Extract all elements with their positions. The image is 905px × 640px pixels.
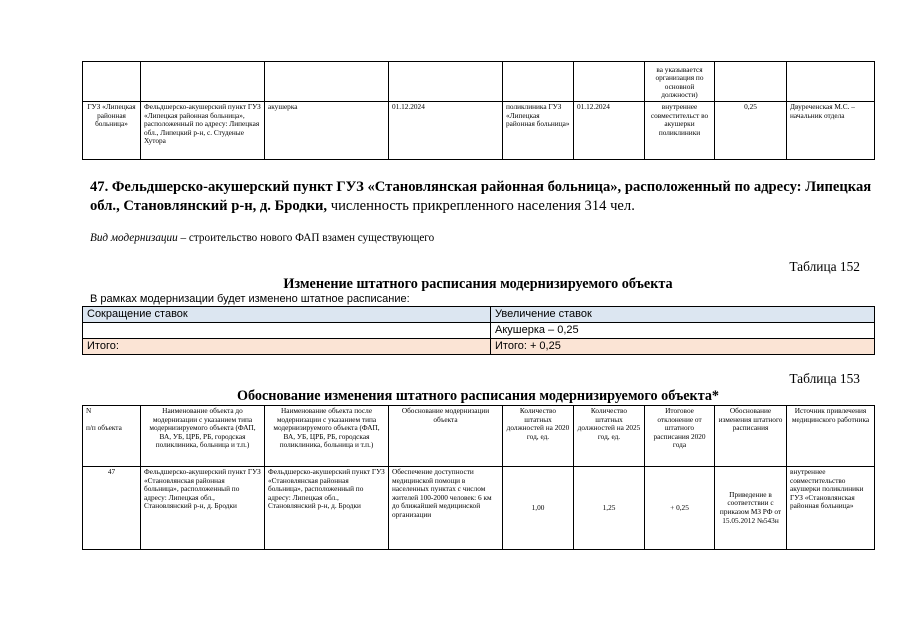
column-header-before: Наименование объекта до модернизации с указанием типа модернизируемого объекта (ФАП, ВА, УБ, ЦРБ, РБ, городская поликлиника, больница и т.п.) bbox=[141, 406, 265, 467]
staffing-justification-table bbox=[82, 405, 875, 550]
table-header-row bbox=[83, 307, 875, 323]
table-cell: ГУЗ «Липецкая районная больница» bbox=[83, 102, 141, 160]
table-153-number: Таблица 153 bbox=[789, 371, 860, 386]
column-header-reduction: Сокращение ставок bbox=[83, 307, 491, 323]
table-row bbox=[83, 62, 875, 102]
table-cell: ва указывается организация по основной должности) bbox=[645, 62, 715, 102]
table-cell: Акушерка – 0,25 bbox=[491, 323, 875, 339]
section-heading bbox=[90, 178, 880, 216]
table-row bbox=[83, 102, 875, 160]
column-header-source: Источник привлечения медицинского работника bbox=[787, 406, 875, 467]
table-cell: Фельдшерско-акушерский пункт ГУЗ «Становлянская районная больница», расположенный по адресу: Липецкая обл., Становлянский р-н, д. Бродки bbox=[141, 467, 265, 550]
column-header-change-reason: Обоснование изменения штатного расписания bbox=[715, 406, 787, 467]
column-header-staff-2020: Количество штатных должностей на 2020 год, ед. bbox=[503, 406, 574, 467]
column-header-increase: Увеличение ставок bbox=[491, 307, 875, 323]
table-152-title: Изменение штатного расписания модернизируемого объекта bbox=[283, 276, 673, 292]
table-cell bbox=[83, 323, 491, 339]
table-row bbox=[83, 467, 875, 550]
table-cell: Обеспечение доступности медицинской помощи в населенных пунктах с числом жителей 100-2000 человек: 6 км до ближайшей медицинской организации bbox=[389, 467, 503, 550]
table-cell: Двуреченская М.С. – начальник отдела bbox=[787, 102, 875, 160]
table-cell: Приведение в соответствии с приказом МЗ РФ от 15.05.2012 №543н bbox=[715, 467, 787, 550]
table-cell: 47 bbox=[83, 467, 141, 550]
table-152-intro: В рамках модернизации будет изменено штатное расписание: bbox=[90, 293, 410, 305]
table-cell: внутреннее совместительст во акушерки поликлиники bbox=[645, 102, 715, 160]
modernization-label: Вид модернизации bbox=[90, 232, 178, 244]
modernization-text: – строительство нового ФАП взамен существующего bbox=[177, 232, 435, 244]
table-row bbox=[83, 323, 875, 339]
column-header-number: N п/п объекта bbox=[83, 406, 141, 467]
table-152-number: Таблица 152 bbox=[789, 259, 860, 274]
table-cell: внутреннее совместительство акушерки поликлиники ГУЗ «Становлянская районная больница» bbox=[787, 467, 875, 550]
table-cell: 1,00 bbox=[503, 467, 574, 550]
table-cell: Фельдшерско-акушерский пункт ГУЗ «Липецкая районная больница», расположенный по адресу: Липецкая обл., Липецкий р-н, с. Студеные Хутора bbox=[141, 102, 265, 160]
table-cell: акушерка bbox=[265, 102, 389, 160]
table-header-row bbox=[83, 406, 875, 467]
table-cell: Фельдшерско-акушерский пункт ГУЗ «Становлянская районная больница», расположенный по адресу: Липецкая обл., Становлянский р-н, д. Бродки bbox=[265, 467, 389, 550]
previous-section-table bbox=[82, 61, 875, 160]
section-heading-population: численность прикрепленного населения 314 чел. bbox=[327, 198, 635, 214]
column-header-staff-2025: Количество штатных должностей на 2025 год, ед. bbox=[574, 406, 645, 467]
table-cell: 01.12.2024 bbox=[574, 102, 645, 160]
modernization-type bbox=[90, 232, 434, 244]
total-label: Итого: bbox=[83, 339, 491, 355]
table-cell: 1,25 bbox=[574, 467, 645, 550]
section-heading-bold: 47. Фельдшерско-акушерский пункт ГУЗ «Становлянская районная больница», расположенный по адресу: Липецкая обл., Становлянский р-н, д. Бродки, bbox=[90, 179, 872, 214]
table-153-title: Обоснование изменения штатного расписания модернизируемого объекта* bbox=[236, 388, 720, 404]
table-cell: 0,25 bbox=[715, 102, 787, 160]
table-cell: 01.12.2024 bbox=[389, 102, 503, 160]
staffing-change-table bbox=[82, 306, 875, 355]
column-header-justification: Обоснование модернизации объекта bbox=[389, 406, 503, 467]
total-value: Итого: + 0,25 bbox=[491, 339, 875, 355]
table-total-row bbox=[83, 339, 875, 355]
column-header-deviation: Итоговое отклонение от штатного расписания 2020 года bbox=[645, 406, 715, 467]
table-cell: + 0,25 bbox=[645, 467, 715, 550]
table-cell: поликлиника ГУЗ «Липецкая районная больница» bbox=[503, 102, 574, 160]
column-header-after: Наименование объекта после модернизации с указанием типа модернизируемого объекта (ФАП, ВА, УБ, ЦРБ, РБ, городская поликлиника, больница и т.п.) bbox=[265, 406, 389, 467]
